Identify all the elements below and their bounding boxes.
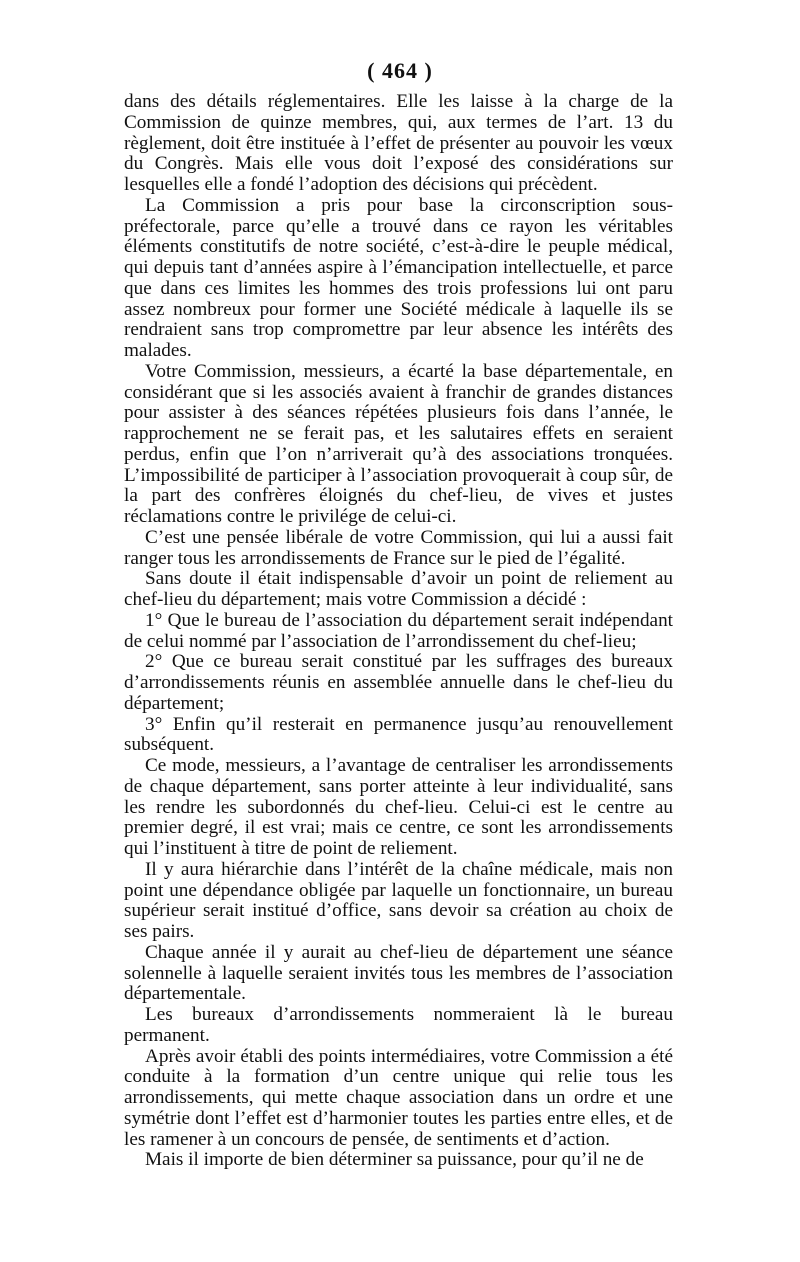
- paragraph-base-departementale: Votre Commission, messieurs, a écarté la base départementale, en considérant que si les associés avaient à franchir de grandes distances pour assister à des séances répétées plusieurs fois dans l’année, le rapprochement ne se ferait pas, et les salutaires effets en seraient perdus, enfin que l’on n’arriverait qu’à des associations tronquées. L’impossibilité de participer à l’association provoquerait à coup sûr, de la part des confrères éloignés du chef-lieu, de vives et justes réclamations contre le privilége de celui-ci.: [124, 360, 673, 527]
- page-number: ( 464 ): [367, 58, 433, 83]
- paragraph-pensee-liberale: C’est une pensée libérale de votre Commission, qui lui a aussi fait ranger tous les arrondissements de France sur le pied de l’égalité.: [124, 526, 673, 569]
- paragraph-puissance: Mais il importe de bien déterminer sa puissance, pour qu’il ne de: [145, 1149, 644, 1171]
- list-item-1: 1° Que le bureau de l’association du département serait indépendant de celui nommé par l’association de l’arrondissement du chef-lieu;: [124, 609, 673, 652]
- paragraph-centre-unique: Après avoir établi des points intermédiaires, votre Commission a été conduite à la formation d’un centre unique qui relie tous les arrondissements, qui mette chaque association dans un ordre et une symétrie dont l’effet est d’harmonier toutes les parties entre elles, et de les ramener à un concours de pensée, de sentiments et d’action.: [124, 1045, 673, 1150]
- paragraph-continuation: dans des détails réglementaires. Elle les laisse à la charge de la Commission de quinze membres, qui, aux termes de l’art. 13 du règlement, doit être instituée à l’effet de présenter au pouvoir les vœux du Congrès. Mais elle vous doit l’exposé des considérations sur lesquelles elle a fondé l’adoption des décisions qui précèdent.: [124, 91, 673, 195]
- list-item-2: 2° Que ce bureau serait constitué par les suffrages des bureaux d’arrondissements réunis en assemblée annuelle dans le chef-lieu du département;: [124, 651, 673, 714]
- paragraph-bureau-permanent: Les bureaux d’arrondissements nommeraient là le bureau permanent.: [124, 1004, 673, 1046]
- paragraph-mode-centraliser: Ce mode, messieurs, a l’avantage de centraliser les arrondissements de chaque département, sans porter atteinte à leur individualité, sans les rendre les subordonnés du chef-lieu. Celui-ci est le centre au premier degré, il est vrai; mais ce centre, ce sont les arrondissements qui l’instituent à titre de point de reliement.: [124, 755, 673, 859]
- paragraph-seance-solennelle: Chaque année il y aurait au chef-lieu de département une séance solennelle à laquelle seraient invités tous les membres de l’association départementale.: [124, 941, 673, 1005]
- list-item-3: 3° Enfin qu’il resterait en permanence jusqu’au renouvellement subséquent.: [124, 713, 673, 756]
- paragraph-hierarchie: Il y aura hiérarchie dans l’intérêt de la chaîne médicale, mais non point une dépendance obligée par laquelle un fonctionnaire, un bureau supérieur serait institué d’office, sans devoir sa création au choix de ses pairs.: [124, 858, 673, 942]
- paragraph-point-de-reliement: Sans doute il était indispensable d’avoir un point de reliement au chef-lieu du département; mais votre Commission a décidé :: [124, 568, 673, 610]
- paragraph-base-sous-prefectorale: La Commission a pris pour base la circonscription sous-préfectorale, parce qu’elle a trouvé dans ce rayon les véritables éléments constitutifs de notre société, c’est-à-dire le peuple médical, qui depuis tant d’années aspire à l’émancipation intellectuelle, et parce que dans ces limites les hommes des trois professions lui ont paru assez nombreux pour former une Société médicale à laquelle ils se rendraient sans trop compromettre par leur absence les intérêts des malades.: [124, 194, 673, 361]
- body-text: [124, 92, 673, 1171]
